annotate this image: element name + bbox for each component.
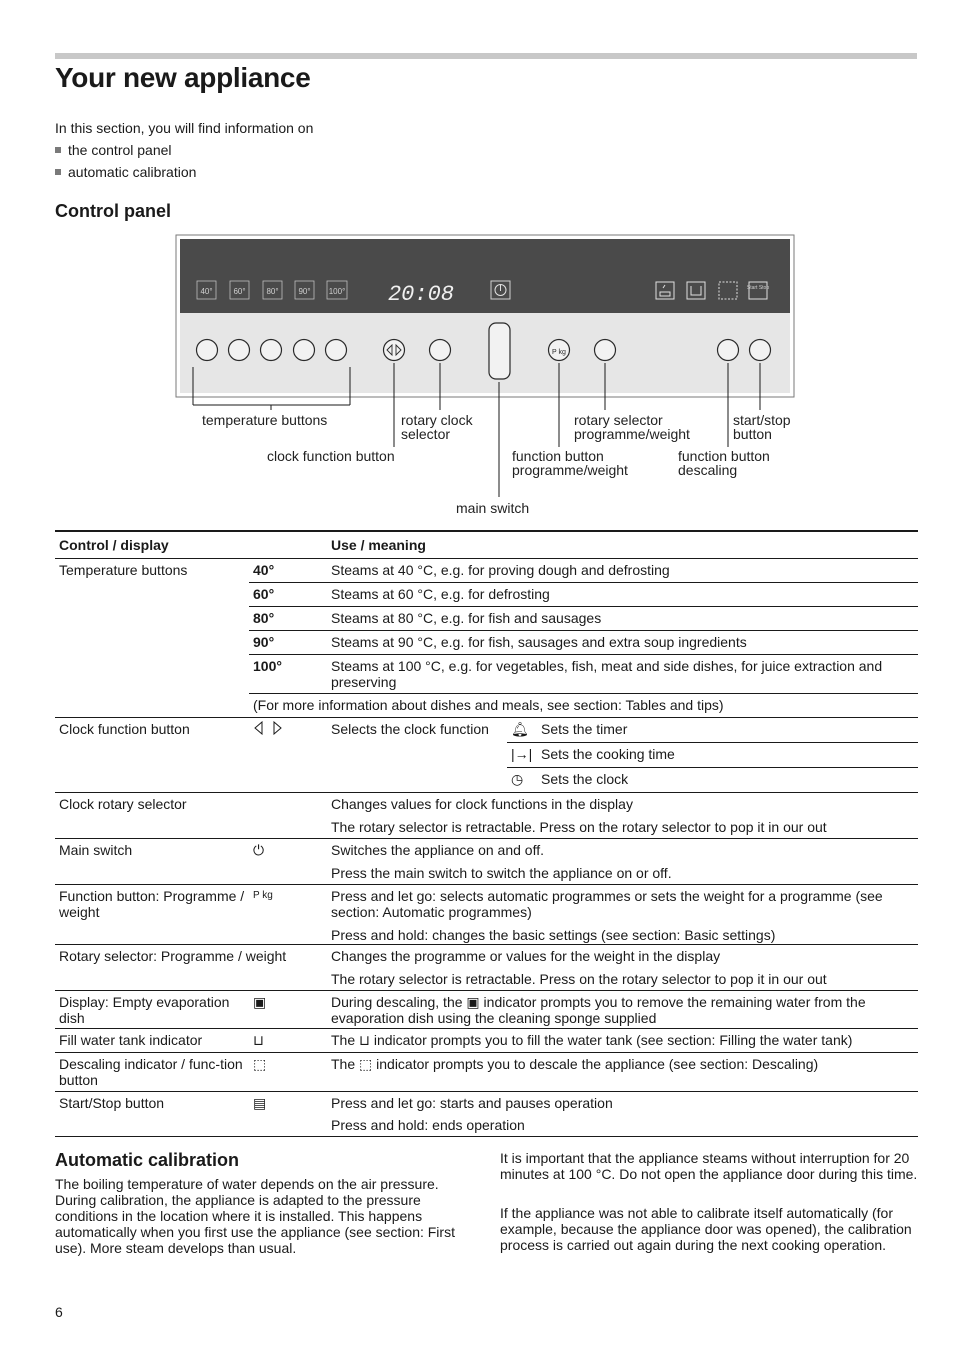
temp-indicator-80: 80°: [266, 287, 279, 296]
intro-text: In this section, you will find information on: [55, 120, 314, 136]
power-icon: ⏻: [253, 842, 265, 858]
temp-indicator-90: 90°: [298, 287, 311, 296]
table-row: Descaling indicator / func-tion button ⬚ The ⬚ indicator prompts you to descale the appliance (see section: Descaling): [55, 1053, 918, 1092]
rotary-selector-programme-weight: [595, 340, 616, 361]
table-row: |→| Sets the cooking time: [55, 743, 918, 768]
table-row: 80° Steams at 80 °C, e.g. for fish and sausages: [55, 607, 918, 631]
table-row: 100° Steams at 100 °C, e.g. for vegetables, fish, meat and side dishes, for juice extraction and preserving: [55, 655, 918, 694]
main-switch: [489, 323, 510, 379]
temp-indicator-100: 100°: [328, 287, 346, 296]
control-panel-heading: Control panel: [55, 201, 171, 221]
bullet-item: the control panel: [55, 139, 313, 161]
table-header: Control / display Use / meaning: [55, 531, 918, 559]
water-tank-icon: ⊔: [253, 1032, 264, 1048]
clock-function-icon: [253, 721, 283, 735]
descaling-icon: ⬚: [359, 1056, 373, 1072]
table-row: 90° Steams at 90 °C, e.g. for fish, sausages and extra soup ingredients: [55, 631, 918, 655]
clock-display: 20:08: [387, 282, 455, 307]
temp-button-80: [261, 340, 282, 361]
clock-icon: ◷: [511, 771, 524, 787]
temp-button-60: [229, 340, 250, 361]
label-start-stop-button: start/stop button: [733, 412, 791, 442]
cooking-time-icon: |→|: [511, 746, 533, 762]
bell-icon: 🔔︎: [511, 721, 529, 737]
label-rotary-selector-pw: rotary selector programme/weight: [574, 412, 690, 442]
label-rotary-clock-selector: rotary clock selector: [401, 412, 473, 442]
descaling-icon: ⬚: [253, 1056, 267, 1072]
table-row: Clock function button Selects the clock function 🔔︎ Sets the timer: [55, 718, 918, 743]
calibration-heading: Automatic calibration: [55, 1150, 240, 1170]
label-main-switch: main switch: [456, 500, 530, 516]
programme-weight-symbol-icon: P kg: [552, 349, 566, 356]
label-function-button-descaling: function button descaling: [678, 448, 770, 478]
start-stop-button: [750, 340, 771, 361]
start-stop-icon: ▤: [253, 1095, 267, 1111]
label-function-button-pw: function button programme/weight: [512, 448, 628, 478]
startstop-indicator-text: Start Stop: [746, 285, 770, 291]
table-row: Function button: Programme / weight P kg Press and let go: selects automatic programmes or sets the weight for a programme (see section: Automatic programmes) Press and hold: changes the basic settings (see section: Basic settings): [55, 885, 918, 945]
bullet-item: automatic calibration: [55, 161, 313, 183]
calibration-right-1: It is important that the appliance steams without interruption for 20 minutes at 100 °C. Do not open the appliance door during this time.: [500, 1150, 918, 1182]
temp-indicator-40: 40°: [200, 287, 213, 296]
page-number: 6: [55, 1304, 63, 1320]
control-panel-illustration: [0, 0, 954, 520]
table-row: Clock rotary selector Changes values for clock functions in the display The rotary selector is retractable. Press on the rotary selector to pop it in our out: [55, 793, 918, 839]
label-temperature-buttons: temperature buttons: [202, 412, 328, 428]
function-button-descaling: [718, 340, 739, 361]
table-row: Display: Empty evaporation dish ▣ During descaling, the ▣ indicator prompts you to remove the remaining water from the evaporation dish using the cleaning sponge supplied: [55, 991, 918, 1029]
page-title: Your new appliance: [55, 62, 311, 93]
display-strip: [180, 239, 790, 313]
empty-dish-icon: ▣: [253, 994, 267, 1010]
water-tank-icon: ⊔: [359, 1032, 370, 1048]
table-row: Fill water tank indicator ⊔ The ⊔ indicator prompts you to fill the water tank (see section: Filling the water tank): [55, 1029, 918, 1053]
temp-indicator-60: 60°: [233, 287, 246, 296]
table-row: Temperature buttons 40° Steams at 40 °C, e.g. for proving dough and defrosting: [55, 559, 918, 583]
calibration-left: The boiling temperature of water depends on the air pressure. During calibration, the appliance is adapted to the pressure conditions in the location where it is installed. This happens automatically when you first use the appliance (see section: First use). More steam develops than usual.: [55, 1176, 455, 1256]
temp-button-90: [294, 340, 315, 361]
calibration-right-2: If the appliance was not able to calibrate itself automatically (for example, because the appliance door was opened), the calibration process is carried out again during the next cooking operation.: [500, 1205, 912, 1253]
table-row: Start/Stop button ▤ Press and let go: starts and pauses operation Press and hold: ends operation: [55, 1092, 918, 1137]
table-row: ◷ Sets the clock: [511, 771, 629, 787]
table-row: Main switch ⏻ Switches the appliance on and off. Press the main switch to switch the appliance on or off.: [55, 839, 918, 885]
empty-dish-icon: ▣: [466, 994, 480, 1010]
temp-button-100: [326, 340, 347, 361]
rotary-clock-selector: [430, 340, 451, 361]
table-row: (For more information about dishes and meals, see section: Tables and tips): [253, 697, 724, 713]
table-row: 60° Steams at 60 °C, e.g. for defrosting: [55, 583, 918, 607]
label-clock-function-button: clock function button: [267, 448, 395, 464]
table-row: Rotary selector: Programme / weight Changes the programme or values for the weight in the display The rotary selector is retractable. Press on the rotary selector to pop it in our out: [55, 945, 918, 991]
control-table: [55, 530, 918, 1137]
temp-button-40: [197, 340, 218, 361]
programme-weight-icon: P kg: [249, 885, 327, 945]
